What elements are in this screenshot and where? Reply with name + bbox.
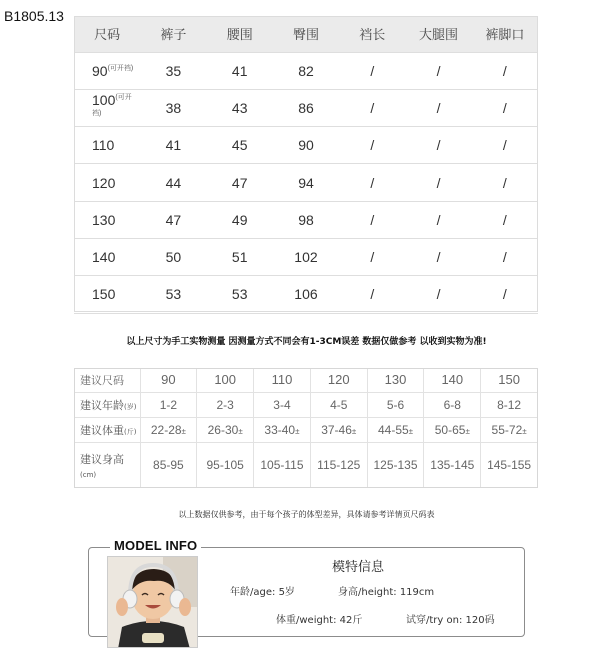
size-cell-hem [472,164,538,201]
size-cell-thigh [405,89,471,126]
table-row [74,276,538,313]
size-value: 86 [298,99,314,116]
size-cell-hem [472,52,538,89]
table-row [74,418,538,443]
size-cell-thigh [405,127,471,164]
size-value: / [436,249,441,266]
size-value: 150 [92,286,116,303]
suggestion-cell [140,418,197,443]
size-value: 50 [165,249,182,266]
suggestion-cell [140,443,197,488]
suggestion-cell [254,368,311,392]
suggestion-unit: (cm) [80,470,97,479]
size-cell-hem [472,127,538,164]
size-cell-pants [140,127,206,164]
table-row [74,201,538,238]
size-value: 47 [231,174,248,191]
child-with-headphones-picture [108,557,198,648]
size-cell-pants [140,164,206,201]
suggestion-cell [481,418,538,443]
size-header-cell: 大腿围 [405,16,471,52]
size-value: / [502,99,507,116]
suggestion-value: 150 [498,372,520,388]
suggestion-value: 50-65 [434,423,466,438]
size-cell-thigh [405,276,471,313]
size-value: 82 [298,62,314,79]
size-value: / [370,62,375,79]
size-table [74,16,538,314]
size-value: 51 [231,249,248,266]
suggestion-cell [310,368,367,392]
size-cell-hem [472,276,538,313]
suggestion-unit: (斤) [124,428,137,437]
size-cell-hip [273,164,339,201]
size-value: / [436,99,441,116]
size-value: 45 [231,137,248,154]
suggestion-value: 44-55 [377,423,409,438]
size-cell-pants [140,89,206,126]
size-value: 120 [92,174,116,191]
size-value: 110 [92,137,115,154]
model-heading: 模特信息 [332,560,385,575]
suggestion-suffix: ± [181,427,186,437]
suggestion-cell [367,368,424,392]
suggestion-label [74,368,140,392]
measurement-note: 以上尺寸为手工实物测量 因测量方式不同会有1-3CM误差 数据仅做参考 以收到实物为准! [126,337,487,347]
suggestion-cell [310,418,367,443]
suggestion-suffix: ± [351,427,357,437]
size-header-cell: 尺码 [74,16,140,52]
size-cell-hip [273,89,339,126]
model-height [338,583,434,598]
size-value: 130 [92,211,116,228]
size-value: 94 [298,174,314,191]
suggestion-value: 100 [214,372,237,388]
suggestion-value: 130 [384,372,407,388]
size-value: / [436,137,441,154]
suggestion-label [74,443,140,488]
table-row [74,52,538,89]
size-note: (可开裆) [107,64,134,72]
size-cell-size [74,201,140,238]
size-header-cell: 裆长 [339,16,405,52]
suggestion-value: 115-125 [317,458,361,473]
suggestion-value: 8-12 [497,398,522,413]
model-info-title: MODEL INFO [110,538,201,553]
size-cell-rise [339,276,405,313]
size-cell-rise [339,127,405,164]
size-cell-pants [140,238,206,275]
suggestion-value: 26-30 [207,423,239,438]
size-cell-rise [339,238,405,275]
size-value: / [370,99,375,116]
suggestion-cell [424,368,481,392]
size-cell-rise [339,164,405,201]
size-cell-hem [472,201,538,238]
suggestion-value: 145-155 [487,458,532,473]
size-cell-size [74,164,140,201]
suggestion-label [74,392,140,417]
size-cell-pants [140,201,206,238]
size-header-cell: 臀围 [273,16,339,52]
model-weight-value: 42斤 [339,615,363,626]
model-height-label: 身高/height: [338,587,397,598]
size-cell-hip [273,52,339,89]
size-header-cell: 腰围 [207,16,273,52]
size-value: / [436,211,441,228]
model-photo [107,556,198,648]
suggestion-cell [254,392,311,417]
suggestion-cell [481,392,538,417]
size-cell-size [74,89,140,126]
suggestion-cell [367,392,424,417]
suggestion-cell [424,443,481,488]
model-tryon-value: 120码 [465,615,495,626]
size-cell-hip [273,276,339,313]
size-value: / [502,62,507,79]
suggestion-cell [367,418,424,443]
model-age-value: 5岁 [278,587,295,598]
size-value: 41 [231,62,248,79]
size-cell-size [74,127,140,164]
suggestion-cell [424,392,481,417]
size-value: 35 [165,62,182,79]
suggestion-value: 5-6 [386,398,405,413]
size-value: / [370,249,375,266]
size-value: / [436,62,441,79]
suggestion-unit: (岁) [124,403,137,412]
suggestion-value: 1-2 [159,398,178,413]
size-cell-size [74,238,140,275]
suggestion-cell [481,368,538,392]
size-cell-thigh [405,201,471,238]
suggestion-label-text: 建议身高 [80,452,124,466]
table-row [74,368,538,392]
suggestion-value: 135-145 [430,458,475,473]
suggestion-suffix: ± [295,427,300,437]
size-value: / [502,211,507,228]
size-value: / [436,286,441,303]
size-value: 47 [165,211,182,228]
suggestion-value: 140 [441,372,464,388]
size-value: 53 [165,286,182,303]
size-value: 102 [294,249,318,266]
size-cell-size [74,276,140,313]
suggestion-cell [140,392,197,417]
size-cell-hip [273,238,339,275]
table-row [74,89,538,126]
model-weight-label: 体重/weight: [276,615,337,626]
size-value: 41 [165,137,182,154]
size-cell-size [74,52,140,89]
size-cell-thigh [405,52,471,89]
size-cell-hip [273,201,339,238]
suggestion-value: 95-105 [206,458,244,473]
size-cell-thigh [405,238,471,275]
suggestion-value: 3-4 [273,398,291,413]
model-weight [276,611,362,626]
size-cell-pants [140,276,206,313]
suggestion-cell [197,368,254,392]
size-cell-hem [472,89,538,126]
table-row [74,238,538,275]
table-row [74,127,538,164]
size-cell-pants [140,52,206,89]
size-value: 53 [231,286,248,303]
size-cell-waist [207,164,273,201]
size-cell-hip [273,127,339,164]
suggestion-cell [254,418,311,443]
suggestion-value: 125-135 [373,458,418,473]
suggestion-value: 37-46 [321,423,352,438]
suggestion-table [74,368,538,488]
suggestion-cell [310,392,367,417]
size-value: 43 [231,99,248,116]
size-cell-waist [207,276,273,313]
size-table-header [74,16,538,52]
suggestion-cell [254,443,311,488]
suggestion-cell [140,368,197,392]
suggestion-suffix: ± [522,427,527,437]
size-cell-rise [339,89,405,126]
size-cell-waist [207,52,273,89]
suggestion-suffix: ± [408,427,414,437]
size-value: / [502,137,507,154]
size-cell-rise [339,201,405,238]
suggestion-cell [310,443,367,488]
suggestion-value: 22-28 [150,423,182,438]
product-code: B1805.13 [4,8,64,24]
size-value: / [502,174,507,191]
suggestion-value: 110 [271,372,293,388]
size-header-cell: 裤子 [140,16,206,52]
size-value: / [370,174,375,191]
table-row [74,164,538,201]
table-row [74,443,538,488]
suggestion-cell [197,418,254,443]
suggestion-value: 120 [327,372,350,388]
suggestion-cell [424,418,481,443]
table-row [74,392,538,417]
size-cell-waist [207,127,273,164]
size-header-cell: 裤脚口 [472,16,538,52]
size-value: 140 [92,249,116,266]
reference-note: 以上数据仅供参考，由于每个孩子的体型差异，具体请参考详情页尺码表 [178,510,435,519]
size-value: / [502,286,507,303]
size-value: 98 [298,211,314,228]
model-tryon [406,611,495,626]
size-value: 90 [298,137,314,154]
suggestion-cell [481,443,538,488]
suggestion-suffix: ± [465,427,470,437]
size-value: / [370,137,375,154]
size-cell-waist [207,201,273,238]
model-age [230,583,295,598]
suggestion-value: 85-95 [153,458,184,473]
suggestion-cell [197,443,254,488]
size-value: / [370,211,375,228]
size-value: 44 [165,174,182,191]
size-value: 106 [294,286,318,303]
model-age-label: 年龄/age: [230,587,276,598]
size-cell-thigh [405,164,471,201]
model-height-value: 119cm [399,587,435,598]
suggestion-value: 55-72 [491,423,523,438]
size-value: / [370,286,375,303]
size-cell-waist [207,89,273,126]
model-tryon-label: 试穿/try on: [406,615,463,626]
size-cell-waist [207,238,273,275]
size-value: 100 [92,91,116,108]
suggestion-value: 2-3 [216,398,234,413]
size-value: / [502,249,507,266]
size-value: 49 [231,211,248,228]
suggestion-label [74,418,140,443]
suggestion-label-text: 建议体重 [80,424,124,438]
suggestion-label-text: 建议年龄 [80,399,124,413]
suggestion-label-text: 建议尺码 [80,373,124,387]
suggestion-value: 33-40 [264,423,296,438]
suggestion-cell [367,443,424,488]
size-cell-hem [472,238,538,275]
size-note: (可开裆) [92,93,132,117]
suggestion-suffix: ± [238,427,243,437]
size-value: / [436,174,441,191]
suggestion-value: 4-5 [330,398,348,413]
size-cell-rise [339,52,405,89]
size-value: 90 [92,62,108,79]
suggestion-cell [197,392,254,417]
suggestion-value: 90 [161,372,176,388]
suggestion-value: 6-8 [443,398,461,413]
suggestion-value: 105-115 [260,458,304,473]
size-value: 38 [165,99,182,116]
